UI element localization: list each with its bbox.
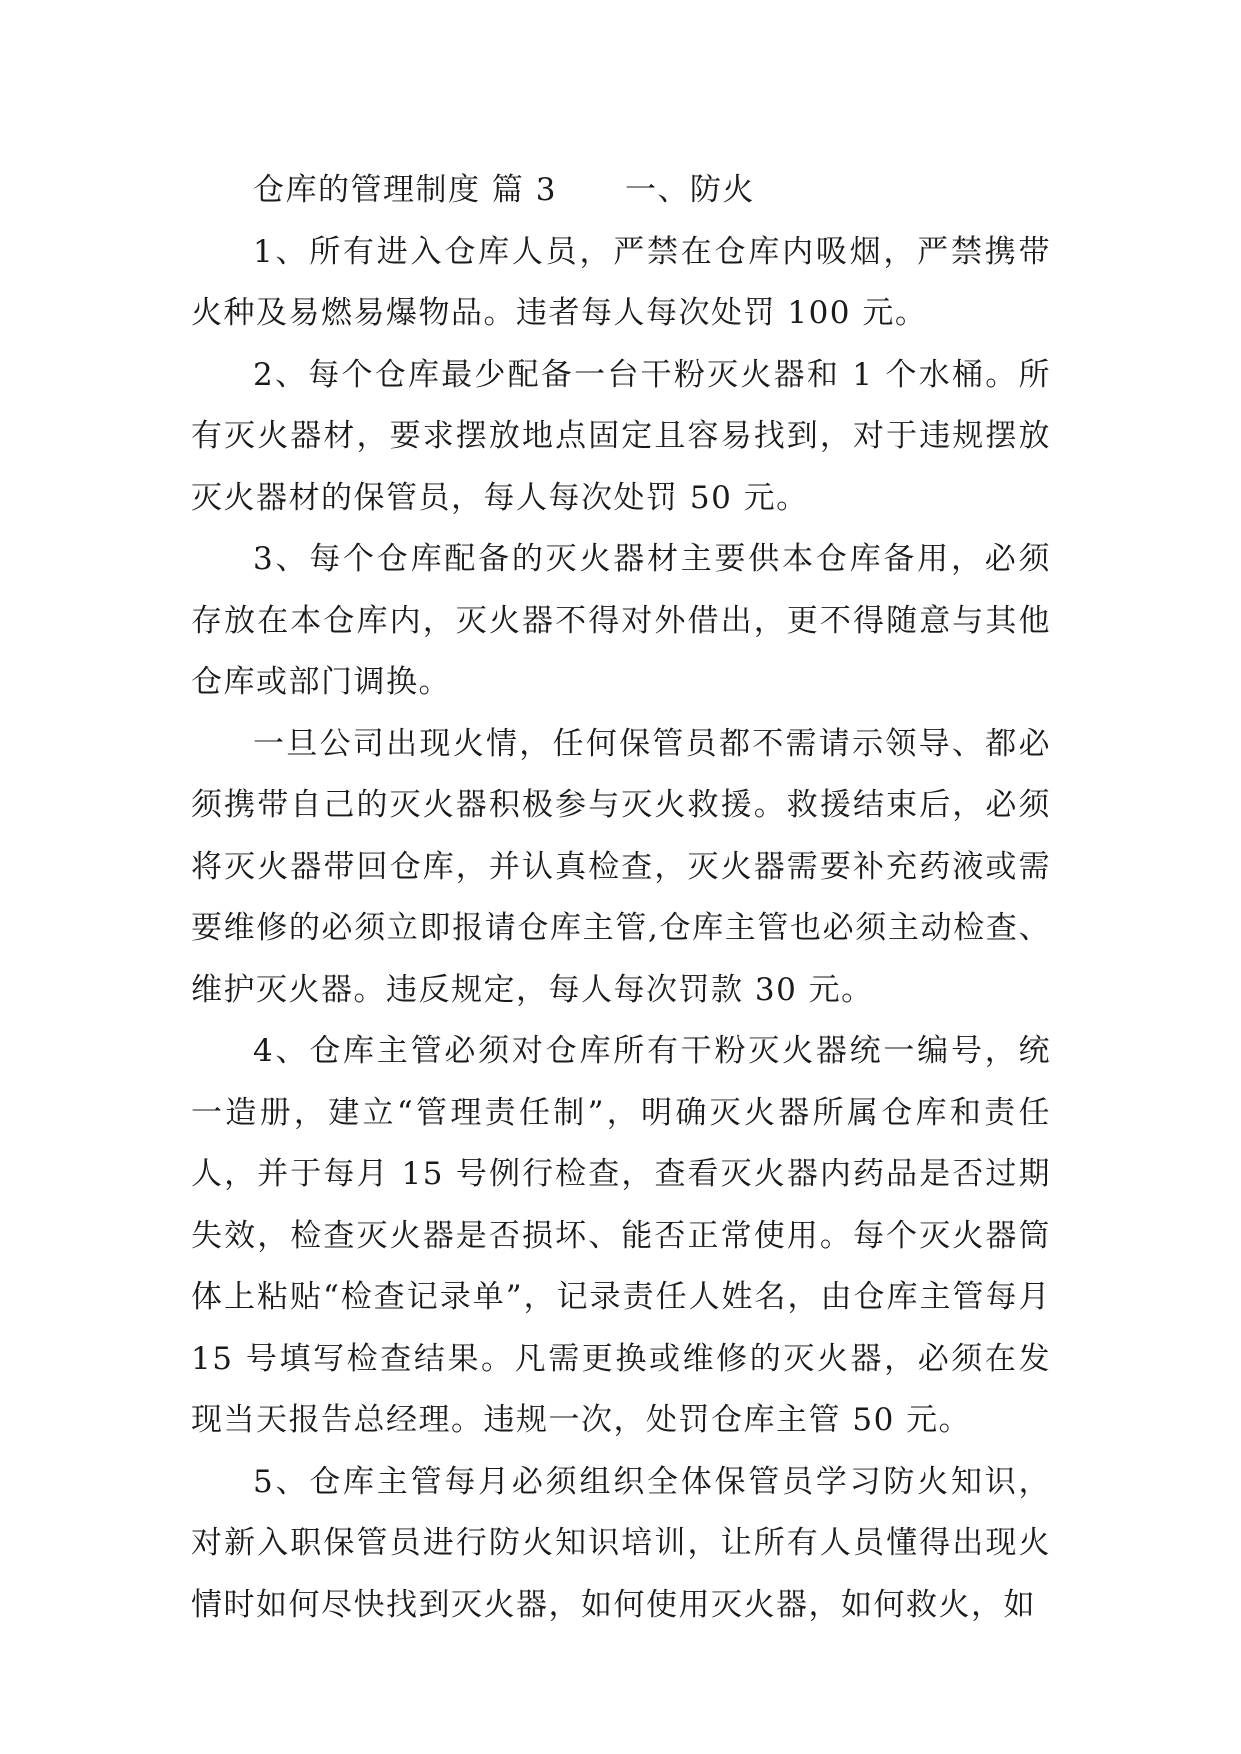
- paragraph-4: 一旦公司出现火情，任何保管员都不需请示领导、都必须携带自己的灭火器积极参与灭火救援。救援结束后，必须将灭火器带回仓库，并认真检查，灭火器需要补充药液或需要维修的必须立即报请仓库主管,仓库主管也必须主动检查、维护灭火器。违反规定，每人每次罚款 30 元。: [191, 725, 1051, 1008]
- paragraph-6: 5、仓库主管每月必须组织全体保管员学习防火知识，对新入职保管员进行防火知识培训，让所有人员懂得出现火情时如何尽快找到灭火器，如何使用灭火器，如何救火，如: [191, 1463, 1051, 1623]
- paragraph-2: 2、每个仓库最少配备一台干粉灭火器和 1 个水桶。所有灭火器材，要求摆放地点固定且容易找到，对于违规摆放灭火器材的保管员，每人每次处罚 50 元。: [191, 356, 1051, 516]
- document-title: 仓库的管理制度 篇 3: [253, 172, 557, 208]
- paragraph-3: 3、每个仓库配备的灭火器材主要供本仓库备用，必须存放在本仓库内，灭火器不得对外借出，更不得随意与其他仓库或部门调换。: [191, 541, 1051, 700]
- paragraph-5: 4、仓库主管必须对仓库所有干粉灭火器统一编号，统一造册，建立“管理责任制”，明确灭火器所属仓库和责任人，并于每月 15 号例行检查，查看灭火器内药品是否过期失效，检查灭火器是否损坏、能否正常使用。每个灭火器筒体上粘贴“检查记录单”，记录责任人姓名，由仓库主管每月 15 号填写检查结果。凡需更换或维修的灭火器，必须在发现当天报告总经理。违规一次，处罚仓库主管 50 元。: [191, 1033, 1051, 1438]
- section-heading: 一、防火: [624, 172, 755, 208]
- document-body: [191, 160, 1051, 1636]
- document-title-line: [191, 160, 1051, 222]
- paragraph-1: 1、所有进入仓库人员，严禁在仓库内吸烟，严禁携带火种及易燃易爆物品。违者每人每次处罚 100 元。: [191, 233, 1051, 331]
